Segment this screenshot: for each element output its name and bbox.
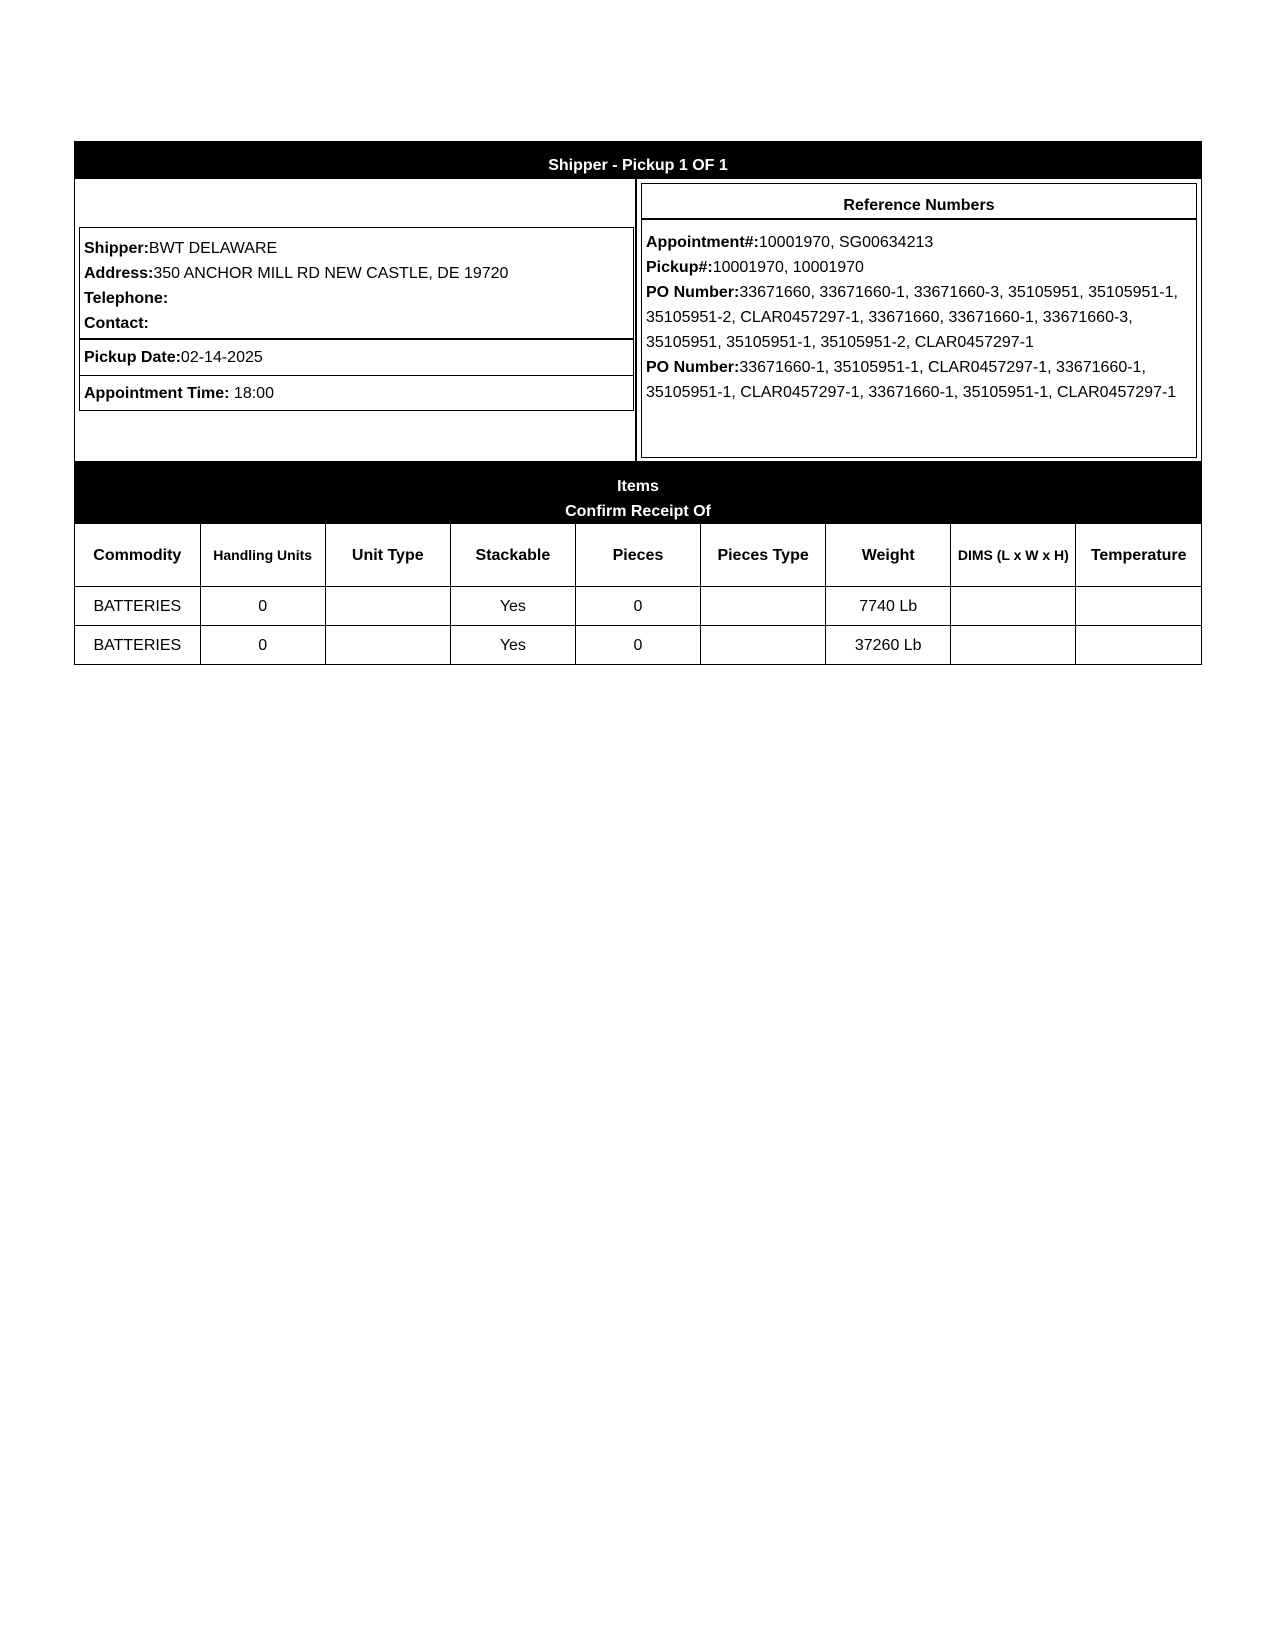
reference-value: 10001970, 10001970 (712, 259, 864, 276)
items-header-row (75, 524, 1201, 587)
table-cell: 37260 Lb (826, 626, 951, 665)
shipper-box (79, 227, 634, 411)
column-header: Weight (826, 524, 951, 587)
shipper-column (75, 179, 637, 461)
appointment-time-label: Appointment Time: (84, 385, 230, 402)
address-value: 350 ANCHOR MILL RD NEW CASTLE, DE 19720 (153, 265, 509, 282)
pickup-date-label: Pickup Date: (84, 349, 181, 366)
table-cell (701, 626, 826, 665)
reference-label: Appointment#: (646, 234, 759, 251)
telephone-line (84, 286, 629, 311)
address-label: Address: (84, 265, 154, 282)
reference-label: PO Number: (646, 359, 740, 376)
contact-line (84, 311, 629, 336)
reference-entry (646, 280, 1192, 355)
table-cell: 7740 Lb (826, 587, 951, 626)
reference-value: 33671660, 33671660-1, 33671660-3, 35105951, 35105951-1, 35105951-2, CLAR0457297-1, 33671660, 33671660-1, 33671660-3, 35105951, 35105951-1, 35105951-2, CLAR0457297-1 (646, 284, 1178, 351)
reference-list (642, 220, 1196, 405)
contact-label: Contact: (84, 315, 149, 332)
table-cell: 0 (575, 626, 700, 665)
shipper-line (84, 236, 629, 261)
table-cell (701, 587, 826, 626)
column-header: Temperature (1076, 524, 1201, 587)
column-header: Pieces (575, 524, 700, 587)
pickup-details-section (75, 179, 1201, 462)
reference-entry (646, 255, 1192, 280)
table-cell: 0 (575, 587, 700, 626)
pickup-document (74, 141, 1202, 665)
column-header: Pieces Type (701, 524, 826, 587)
pickup-date-value: 02-14-2025 (180, 349, 263, 366)
table-cell (1076, 626, 1201, 665)
reference-box (641, 183, 1197, 458)
table-cell (1076, 587, 1201, 626)
telephone-label: Telephone: (84, 290, 169, 307)
items-subtitle: Confirm Receipt Of (565, 503, 711, 520)
reference-label: PO Number: (646, 284, 740, 301)
table-cell (325, 626, 450, 665)
items-header (75, 462, 1201, 524)
reference-value: 10001970, SG00634213 (758, 234, 934, 251)
appointment-time-row (80, 375, 633, 410)
table-cell (951, 587, 1076, 626)
items-table (75, 524, 1201, 664)
shipper-info (80, 228, 633, 340)
reference-column (637, 179, 1201, 461)
column-header: Commodity (75, 524, 200, 587)
column-header: DIMS (L x W x H) (951, 524, 1076, 587)
table-cell: BATTERIES (75, 626, 200, 665)
reference-entry (646, 355, 1192, 405)
reference-entry (646, 230, 1192, 255)
table-cell: Yes (450, 587, 575, 626)
table-cell: BATTERIES (75, 587, 200, 626)
column-header: Unit Type (325, 524, 450, 587)
appointment-time-value: 18:00 (229, 385, 274, 402)
table-row (75, 626, 1201, 665)
page-title: Shipper - Pickup 1 OF 1 (75, 142, 1201, 179)
table-cell (325, 587, 450, 626)
column-header: Handling Units (200, 524, 325, 587)
items-title: Items (617, 478, 659, 495)
table-row (75, 587, 1201, 626)
column-header: Stackable (450, 524, 575, 587)
reference-label: Pickup#: (646, 259, 713, 276)
shipper-value: BWT DELAWARE (148, 240, 278, 257)
table-cell (951, 626, 1076, 665)
shipper-label: Shipper: (84, 240, 149, 257)
table-cell: Yes (450, 626, 575, 665)
table-cell: 0 (200, 587, 325, 626)
reference-value: 33671660-1, 35105951-1, CLAR0457297-1, 33671660-1, 35105951-1, CLAR0457297-1, 33671660-1, 35105951-1, CLAR0457297-1 (646, 359, 1177, 401)
pickup-date-row (80, 340, 633, 375)
reference-title: Reference Numbers (642, 184, 1196, 220)
items-body (75, 587, 1201, 665)
address-line (84, 261, 629, 286)
table-cell: 0 (200, 626, 325, 665)
